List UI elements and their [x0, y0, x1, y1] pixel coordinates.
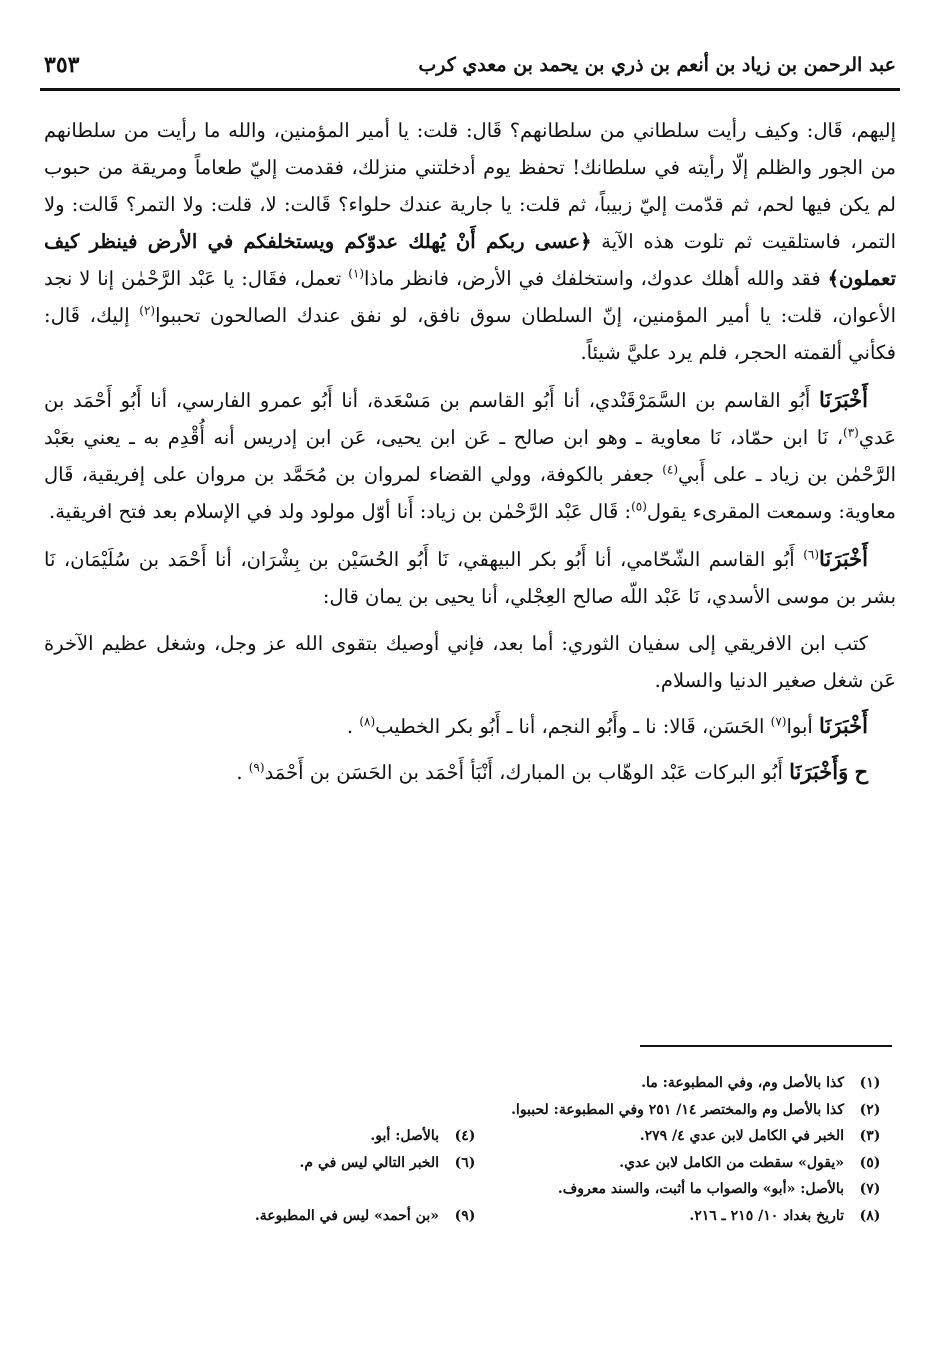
note-ref: (٨) — [359, 714, 376, 729]
header-title: عبد الرحمن بن زياد بن أنعم بن ذري بن يحمد بن معدي كرب — [418, 54, 896, 76]
paragraph-5: أَخْبَرَنَا أبوا$^{(٧)}$ الحَسَن، قَالا: نا ـ وأَبُو النجم، أنا ـ أَبُو بكر الخطيب$^{(٨)}$ . — [346, 713, 868, 738]
footnote-3: (٣) الخبر في الكامل لابن عدي ٤/ ٢٧٩. — [639, 1128, 881, 1144]
footnote-8: (٨) تاريخ بغداد ١٠/ ٢١٥ ـ ٢١٦. — [689, 1207, 881, 1224]
footnote-4: (٤) بالأصل: أبو. — [370, 1128, 476, 1144]
isnad-keyword: أَخْبَرَنَا — [819, 387, 868, 412]
footnote-rule — [640, 1045, 892, 1047]
header-rule — [40, 88, 900, 91]
note-ref: (٩) — [248, 760, 265, 775]
footnote-1: (١) كذا بالأصل وم، وفي المطبوعة: ما. — [641, 1075, 881, 1091]
paragraph-6: ح وَأَخْبَرَنَا أَبُو البركات عَبْد الوهّاب بن المبارك، أَنْبَأ أَحْمَد بن الحَسَن بن أَحْمَد$^{(٩)}$ . — [236, 759, 868, 784]
footnote-5: (٥) «يقول» سقطت من الكامل لابن عدي. — [619, 1154, 881, 1171]
isnad-keyword: وَأَخْبَرَنَا — [789, 759, 849, 784]
footnote-9: (٩) «بن أحمد» ليس في المطبوعة. — [254, 1207, 476, 1224]
paragraph-4: كتب ابن الافريقي إلى سفيان الثوري: أما بعد، فإني أوصيك بتقوى الله عز وجل، وشغل عظيم الآخرة عَن شغل صغير الدنيا والسلام. — [44, 632, 896, 692]
running-header — [44, 50, 896, 80]
footnotes — [44, 1070, 896, 1229]
note-ref: (٧) — [770, 714, 787, 729]
footnote-row — [44, 1123, 896, 1150]
page-number: ٣٥٣ — [44, 52, 80, 78]
footnote-6: (٦) الخبر التالي ليس في م. — [299, 1154, 476, 1171]
footnote-2: (٢) كذا بالأصل وم والمختصر ١٤/ ٢٥١ وفي المطبوعة: لحببوا. — [511, 1101, 881, 1118]
ha-marker: ح — [854, 759, 868, 784]
isnad-keyword: أَخْبَرَنَا — [819, 546, 868, 571]
paragraph-2: أَخْبَرَنَا أَبُو القاسم بن السَّمَرْقَنْدي، أنا أَبُو القاسم بن مَسْعَدة، أنا أَبُو عمرو الفارسي، أنا أَبُو أَحْمَد بن عَدي$^{(٣)}$، نَا ابن حمّاد، نَا معاوية ـ وهو ابن صالح ـ عَن ابن يحيى، عَن ابن إدريس أنه أُقْدِم به ـ يعني بعَبْد الرَّحْمٰن بن زياد ـ على أَبي$^{(٤)}$ جعفر بالكوفة، وولي القضاء لمروان بن مُحَمَّد بن مروان على إفريقية، قَال معاوية: وسمعت المقرىء يقول$^{(٥)}$: قَال عَبْد الرَّحْمٰن بن زياد: أَنا أوّل مولود ولد في الإسلام بعد فتح افريقية. — [44, 387, 896, 523]
note-ref: (٥) — [631, 499, 647, 514]
paragraph-1: إليهم، قَال: وكيف رأيت سلطاني من سلطانهم؟ قَال: قلت: يا أمير المؤمنين، والله ما رأيت من سلطانهم من الجور والظلم إلّا رأيته في سلطانك! تحفظ يوم أدخلتني منزلك، فقدمت إليّ طعاماً ومريقة من حبوب لم يكن فيها لحم، ثم قدّمت إليّ زبيباً، ثم قلت: يا جارية عندك حلواء؟ قَالت: لا، قلت: ولا التمر؟ قَالت: ولا التمر، فاستلقيت ثم تلوت هذه الآية ﴿عسى ربكم أَنْ يُهلك عدوّكم ويستخلفكم في الأرض فينظر كيف تعملون﴾ فقد والله أهلك عدوك، واستخلفك في الأرض، فانظر ماذا$^{(١)}$ تعمل، فقَال: يا عَبْد الرَّحْمٰن إنا لا نجد الأعوان، قلت: يا أمير المؤمنين، إنّ السلطان سوق نافق، لو نفق عندك الصالحون تحببوا$^{(٢)}$ إليك، قَال: فكأني ألقمته الحجر، فلم يرد عليَّ شيئاً. — [44, 119, 897, 364]
footnote-row — [44, 1150, 896, 1177]
paragraph-3: أَخْبَرَنَا$^{(٦)}$ أَبُو القاسم الشّحّامي، أنا أَبُو بكر البيهقي، نَا أَبُو الحُسَيْن بن بِشْرَان، أنا أَحْمَد بن سُلَيْمَان، نَا بشر بن موسى الأسدي، نَا عَبْد اللّه صالح العِجْلي، أنا يحيى بن يمان قال: — [44, 546, 896, 608]
note-ref: (١) — [348, 266, 365, 281]
note-ref: (٣) — [843, 425, 859, 440]
footnote-row — [44, 1203, 896, 1230]
isnad-keyword: أَخْبَرَنَا — [819, 713, 868, 738]
footnote-7: (٧) بالأصل: «أبو» والصواب ما أثبت، والسند معروف. — [557, 1181, 881, 1197]
quran-verse: ﴿عسى ربكم أَنْ يُهلك عدوّكم ويستخلفكم في الأرض فينظر كيف تعملون﴾ — [44, 230, 897, 290]
note-ref: (٤) — [662, 462, 679, 477]
note-ref: (٢) — [139, 303, 156, 318]
note-ref: (٦) — [803, 547, 820, 562]
main-text — [44, 112, 896, 799]
